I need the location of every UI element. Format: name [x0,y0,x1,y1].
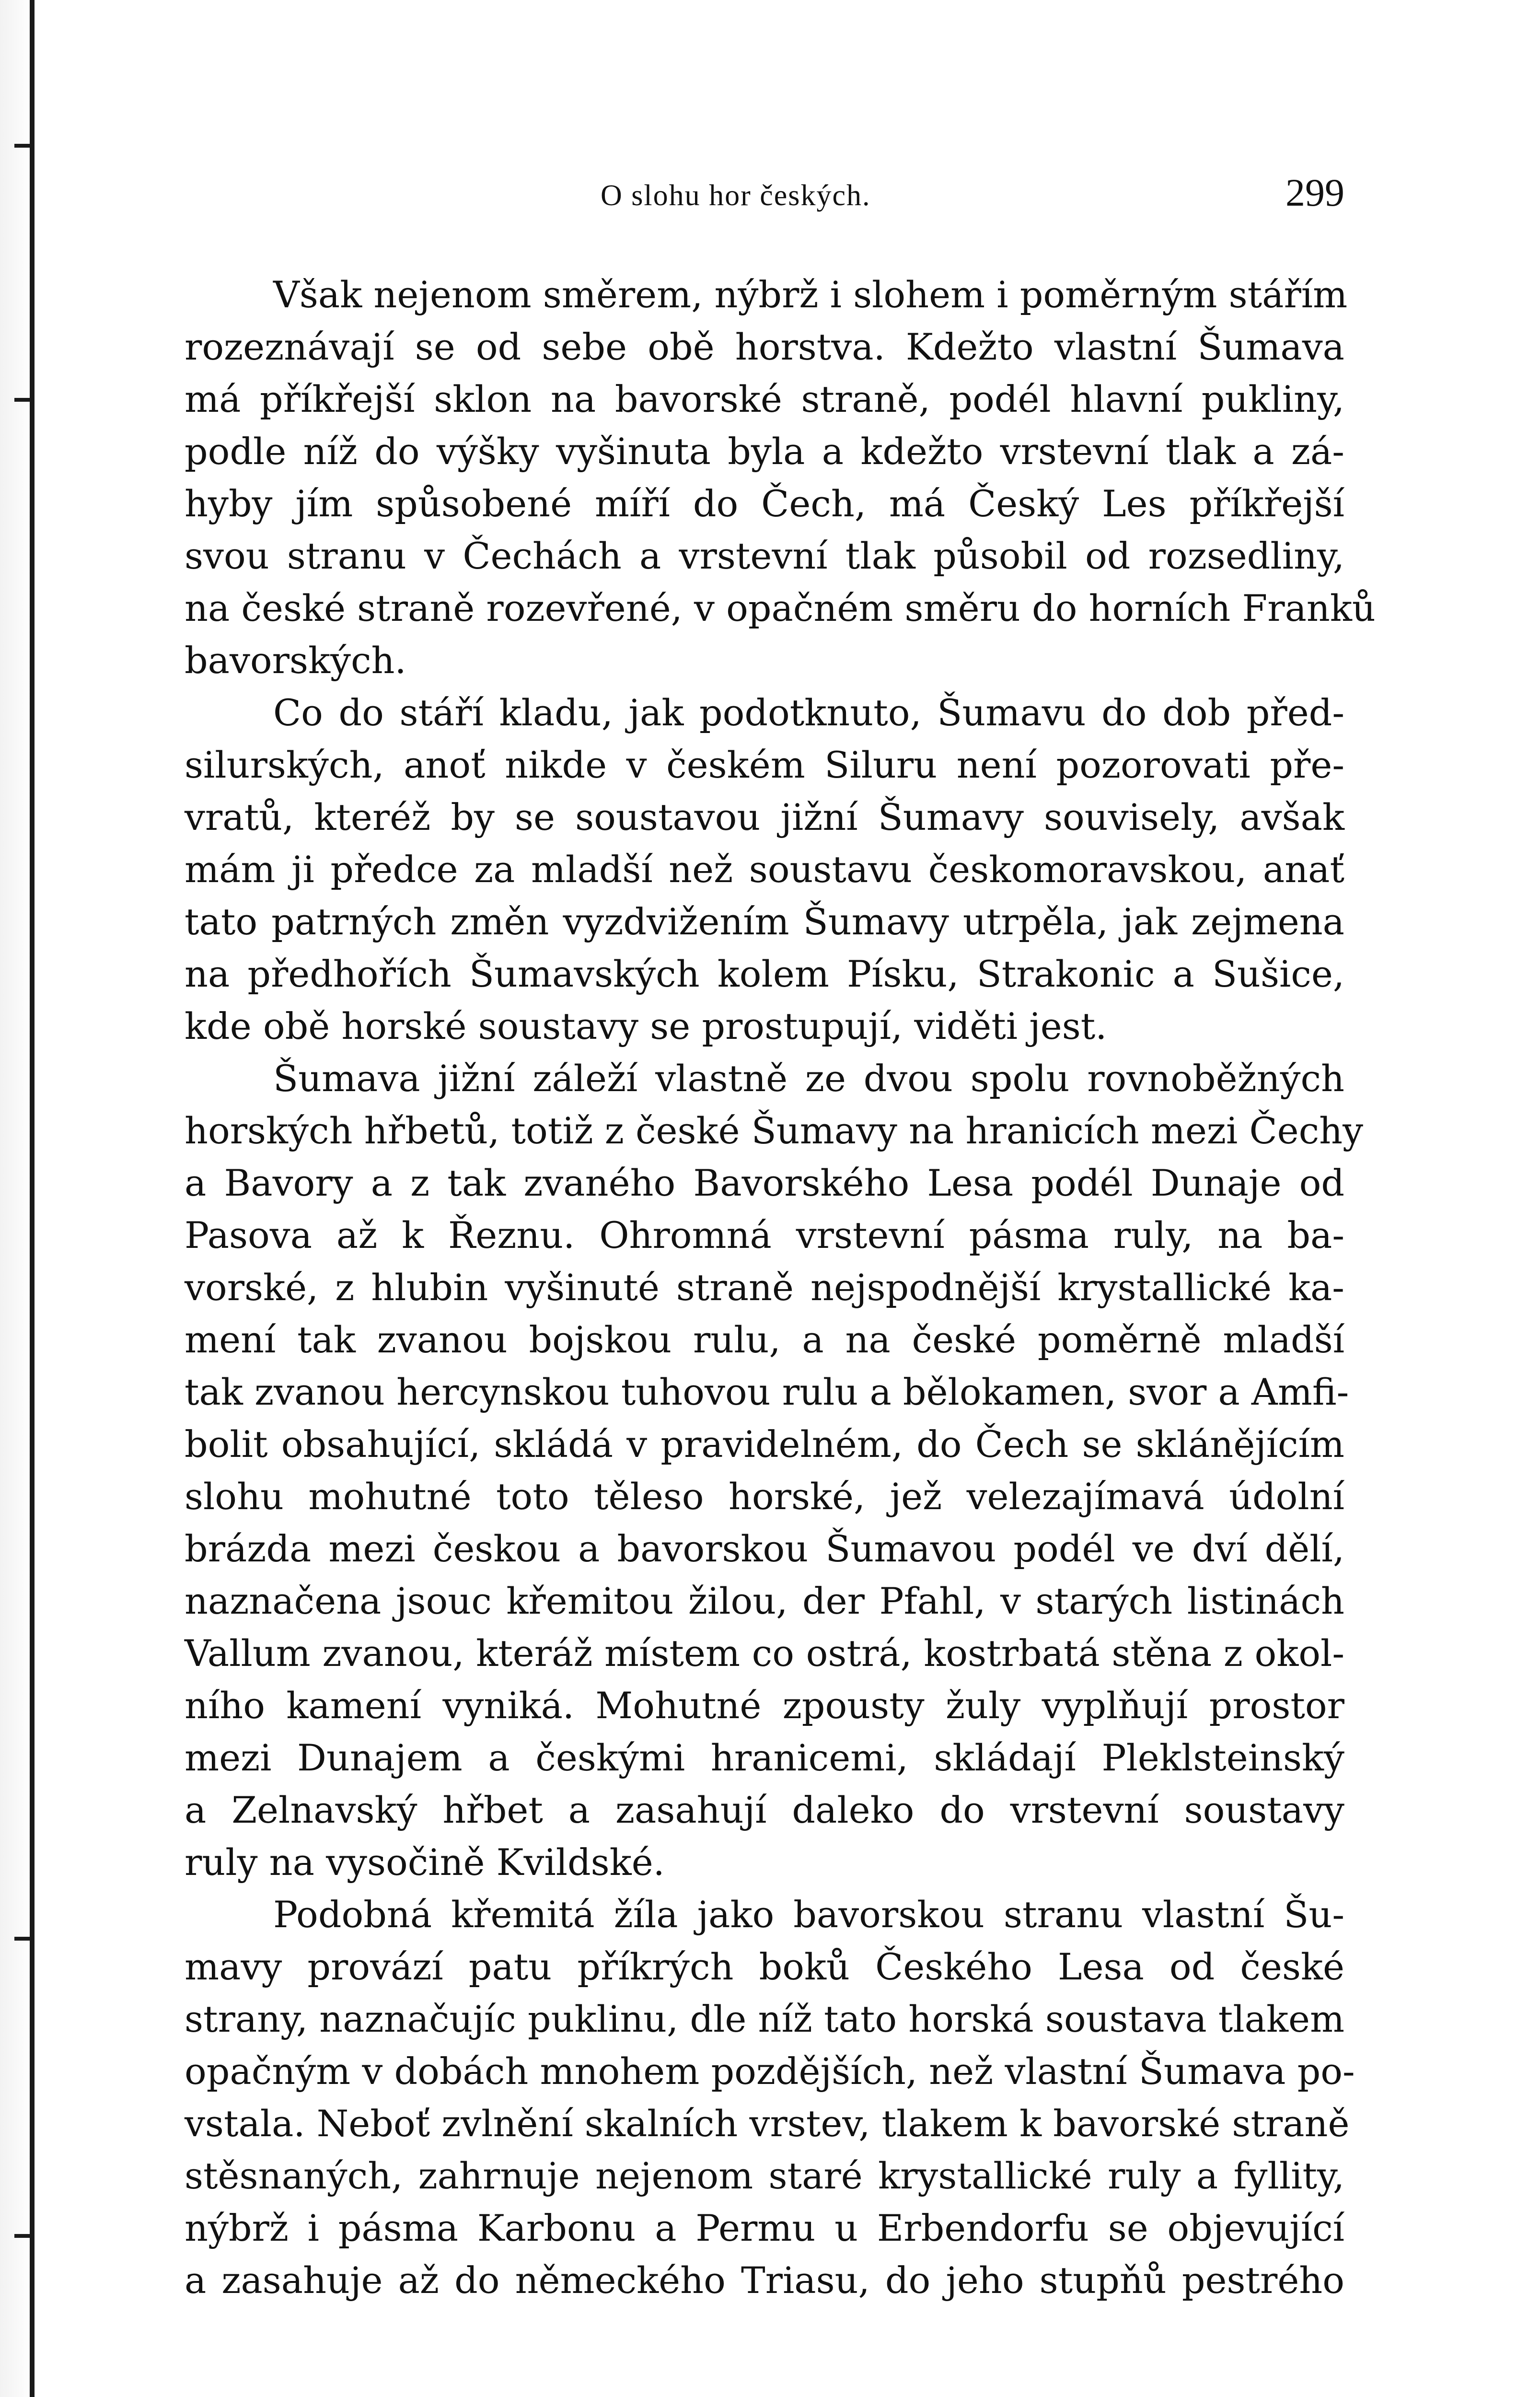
body-text [185,268,1376,2306]
text-line: mavy provází patu příkrých boků Českého Lesa od české [185,1945,1344,1988]
text-line: na předhořích Šumavských kolem Písku, Strakonic a Sušice, [185,953,1344,995]
text-line: bolit obsahující, skládá v pravidelném, do Čech se sklánějícím [185,1423,1344,1466]
binding-line [30,0,35,2397]
text-line: a Zelnavský hřbet a zasahují daleko do vrstevní soustavy [185,1789,1344,1831]
page-header [185,170,1344,228]
page-edge [0,0,34,2397]
text-line: mení tak zvanou bojskou rulu, a na české poměrně mladší [185,1318,1344,1361]
text-line: Vallum zvanou, kteráž místem co ostrá, kostrbatá stěna z okol- [185,1632,1344,1675]
text-line: opačným v dobách mnohem pozdějších, než vlastní Šumava po- [185,2050,1355,2093]
text-line: tak zvanou hercynskou tuhovou rulu a bělokamen, svor a Amfi- [185,1371,1349,1413]
text-line: a zasahuje až do německého Triasu, do jeho stupňů pestrého [185,2259,1344,2302]
text-line: naznačena jsouc křemitou žilou, der Pfahl, v starých listinách [185,1580,1344,1622]
page-number: 299 [1285,171,1344,214]
paragraph-4 [185,1888,1355,2306]
text-line: rozeznávají se od sebe obě horstva. Kdežto vlastní Šumava [185,326,1344,368]
text-line: na české straně rozevřené, v opačném směru do horních Franků [185,587,1376,629]
text-line: má příkřejší sklon na bavorské straně, podél hlavní pukliny, [185,378,1344,420]
text-line: vorské, z hlubin vyšinuté straně nejspodnější krystallické ka- [185,1266,1344,1309]
text-line: nýbrž i pásma Karbonu a Permu u Erbendorfu se objevující [185,2207,1344,2249]
text-line: slohu mohutné toto těleso horské, jež velezajímavá údolní [185,1475,1344,1518]
text-line: stěsnaných, zahrnuje nejenom staré krystallické ruly a fyllity, [185,2154,1344,2197]
text-line: mám ji předce za mladší než soustavu českomoravskou, anať [185,848,1344,891]
binding-mark [14,398,33,402]
paragraph-1 [185,268,1376,687]
paragraph-3 [185,1052,1364,1888]
text-line: ního kamení vyniká. Mohutné zpousty žuly vyplňují prostor [185,1684,1344,1727]
text-line: a Bavory a z tak zvaného Bavorského Lesa podél Dunaje od [185,1162,1344,1204]
text-line: svou stranu v Čechách a vrstevní tlak působil od rozsedliny, [185,535,1344,577]
text-line: Však nejenom směrem, nýbrž i slohem i poměrným stářím [273,273,1348,316]
text-line: Pasova až k Řeznu. Ohromná vrstevní pásma ruly, na ba- [185,1214,1344,1257]
text-line: brázda mezi českou a bavorskou Šumavou podél ve dví dělí, [185,1527,1344,1570]
binding-mark [14,2234,33,2238]
text-line: Šumava jižní záleží vlastně ze dvou spolu rovnoběžných [273,1057,1344,1100]
binding-mark [14,1937,33,1941]
paragraph-2 [185,687,1344,1052]
text-line: bavorských. [185,639,406,682]
binding-mark [14,144,33,148]
text-line: vstala. Neboť zvlnění skalních vrstev, tlakem k bavorské straně [185,2102,1350,2145]
text-line: tato patrných změn vyzdvižením Šumavy utrpěla, jak zejmena [185,900,1344,943]
text-line: podle níž do výšky vyšinuta byla a kdežto vrstevní tlak a zá- [185,430,1344,473]
text-line: mezi Dunajem a českými hranicemi, skládají Pleklsteinský [185,1736,1344,1779]
text-line: horských hřbetů, totiž z české Šumavy na hranicích mezi Čechy [185,1109,1364,1152]
running-title: O slohu hor českých. [601,179,871,212]
text-line: vratů, kteréž by se soustavou jižní Šumavy souvisely, avšak [185,796,1344,838]
text-line: ruly na vysočině Kvildské. [185,1841,665,1884]
text-line: hyby jím spůsobené míří do Čech, má Český Les příkřejší [185,482,1344,525]
text-line: kde obě horské soustavy se prostupují, viděti jest. [185,1005,1107,1047]
text-line: Podobná křemitá žíla jako bavorskou stranu vlastní Šu- [273,1893,1344,1936]
text-line: Co do stáří kladu, jak podotknuto, Šumavu do dob před- [273,691,1344,734]
text-line: strany, naznačujíc puklinu, dle níž tato horská soustava tlakem [185,1998,1345,2040]
text-line: silurských, anoť nikde v českém Siluru není pozorovati pře- [185,744,1344,786]
